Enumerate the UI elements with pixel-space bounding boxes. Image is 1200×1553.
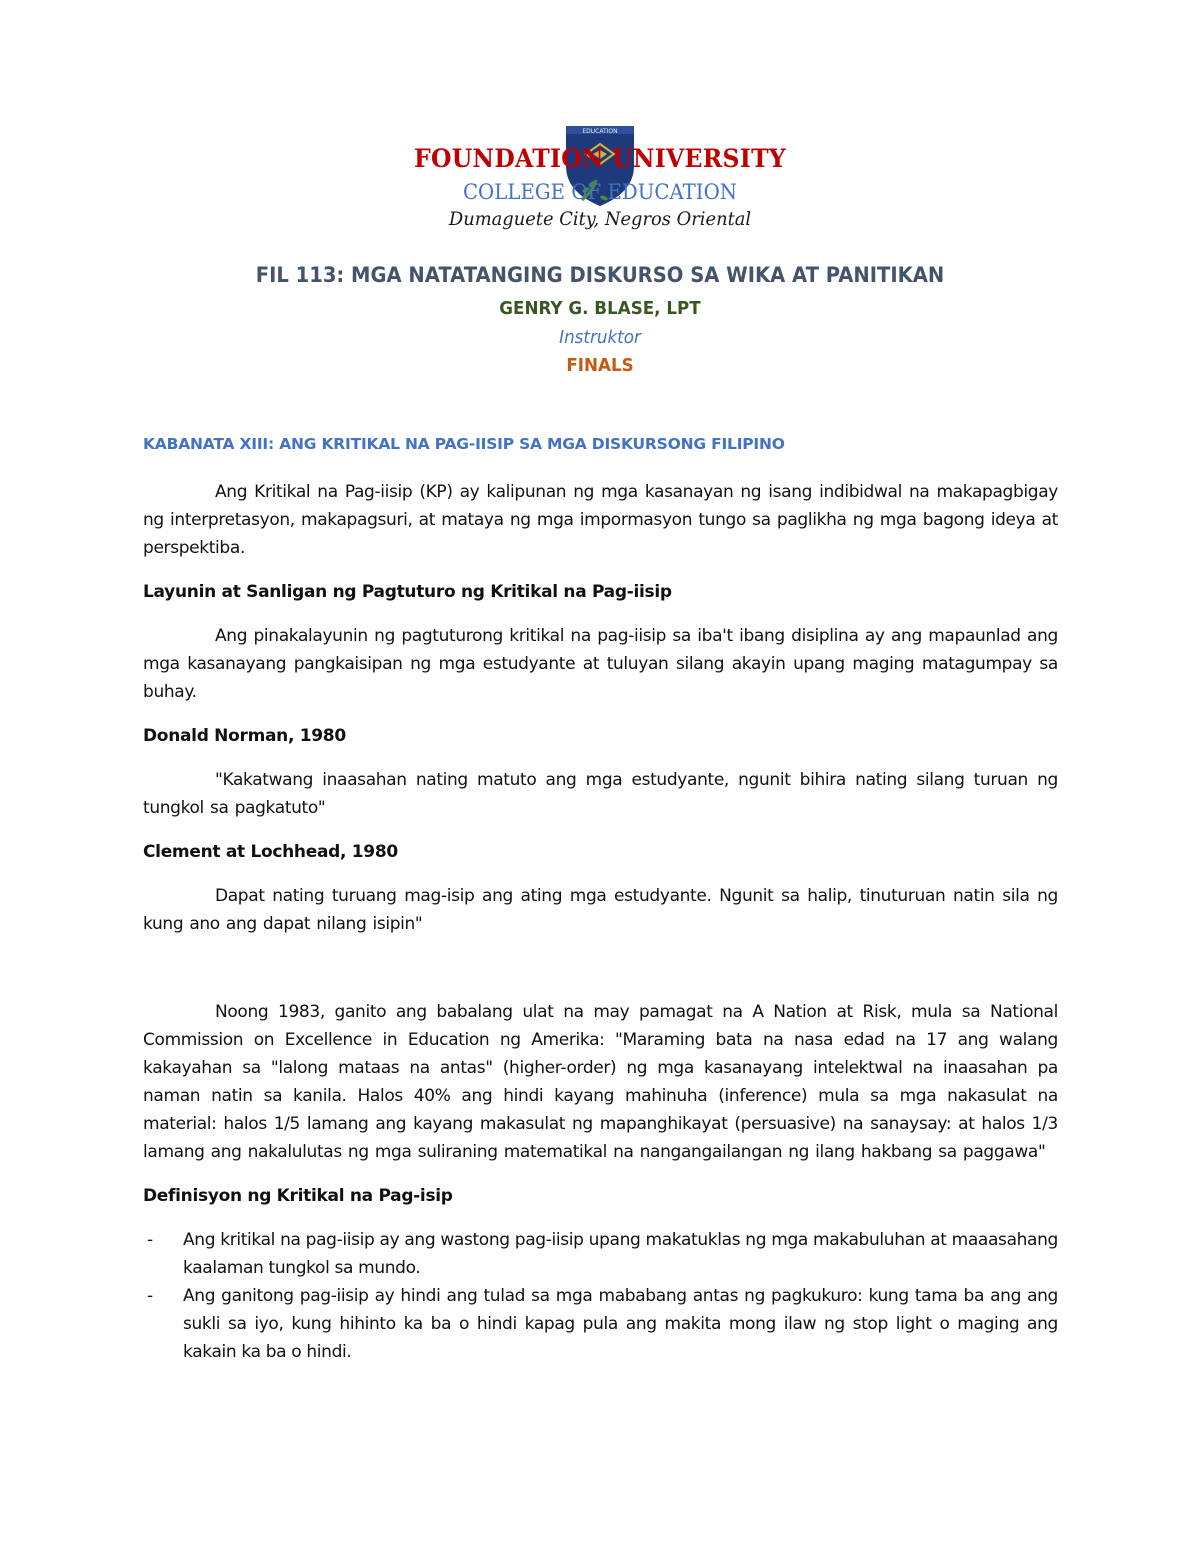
layunin-paragraph: Ang pinakalayunin ng pagtuturong kritikal na pag-iisip sa iba't ibang disiplina ay ang mapaunlad ang mga kasanayang pangkaisipan ng mga estudyante at tuluyan silang akayin upang maging matagumpay sa buhay.: [143, 626, 1058, 702]
course-title: FIL 113: MGA NATATANGING DISKURSO SA WIKA AT PANITIKAN: [255, 263, 945, 287]
college-name: COLLEGE OF EDUCATION: [462, 180, 738, 204]
dash-bullet: -: [147, 1286, 153, 1306]
section-heading-norman: Donald Norman, 1980: [143, 726, 346, 746]
definition-text: Ang ganitong pag-iisip ay hindi ang tulad sa mga mababang antas ng pagkukuro: kung tama ba ang ang sukli sa iyo, kung hihinto ka ba o hindi kapag pula ang makita mong ilaw ng stop light o maging ang kakain ka ba o hindi.: [183, 1286, 1058, 1362]
blank-line: [143, 954, 1058, 998]
nation-at-risk-paragraph: Noong 1983, ganito ang babalang ulat na may pamagat na A Nation at Risk, mula sa National Commission on Excellence in Education ng Amerika: "Maraming bata na nasa edad na 17 ang walang kakayahan sa "lalong mataas na antas" (higher-order) ng mga kasanayang intelektwal na inaasahan pa naman natin sa kanila. Halos 40% ang hindi kayang mahinuha (inference) mula sa mga nakasulat na material: halos 1/5 lamang ang kayang makasulat ng mapanghikayat (persuasive) na sanaysay: at halos 1/3 lamang ang nakalulutas ng mga suliraning matematikal na nangangailangan ng ilang hakbang sa paggawa": [143, 1002, 1058, 1162]
norman-quote: "Kakatwang inaasahan nating matuto ang mga estudyante, ngunit bihira nating silang turuan ng tungkol sa pagkatuto": [143, 770, 1058, 818]
definition-text: Ang kritikal na pag-iisip ay ang wastong pag-iisip upang makatuklas ng mga makabuluhan at maaasahang kaalaman tungkol sa mundo.: [183, 1230, 1058, 1278]
chapter-title: KABANATA XIII: ANG KRITIKAL NA PAG-IISIP SA MGA DISKURSONG FILIPINO: [143, 435, 785, 453]
instructor-name: GENRY G. BLASE, LPT: [499, 298, 701, 319]
definition-list: [143, 1226, 1058, 1366]
list-item: [143, 1226, 1058, 1282]
term-label: FINALS: [566, 355, 634, 376]
section-heading-clement: Clement at Lochhead, 1980: [143, 842, 398, 862]
intro-paragraph: Ang Kritikal na Pag-iisip (KP) ay kalipunan ng mga kasanayan ng isang indibidwal na makapagbigay ng interpretasyon, makapagsuri, at mataya ng mga impormasyon tungo sa paglikha ng mga bagong ideya at perspektiba.: [143, 482, 1058, 558]
logo-text: EDUCATION: [582, 128, 618, 135]
document-body: [143, 430, 1058, 1366]
dash-bullet: -: [147, 1230, 153, 1250]
section-heading-definisyon: Definisyon ng Kritikal na Pag-isip: [143, 1186, 453, 1206]
location: Dumaguete City, Negros Oriental: [448, 208, 752, 230]
instructor-role: Instruktor: [559, 327, 641, 348]
clement-quote: Dapat nating turuang mag-isip ang ating mga estudyante. Ngunit sa halip, tinuturuan natin sila ng kung ano ang dapat nilang isipin": [143, 886, 1058, 934]
list-item: [143, 1282, 1058, 1366]
section-heading-layunin: Layunin at Sanligan ng Pagtuturo ng Kritikal na Pag-iisip: [143, 582, 672, 602]
university-name: FOUNDATION UNIVERSITY: [414, 144, 786, 173]
